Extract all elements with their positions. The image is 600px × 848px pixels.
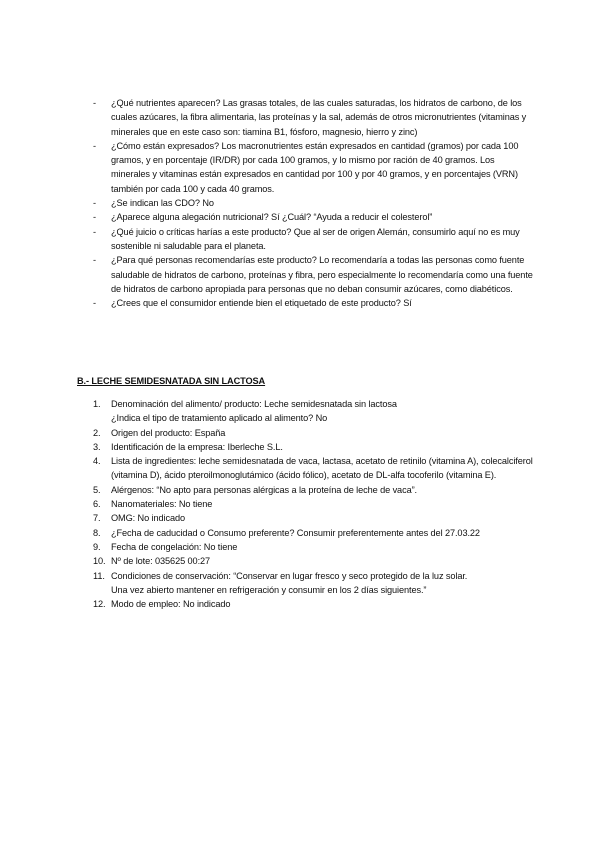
item-text: ¿Para qué personas recomendarías este producto? Lo recomendaría a todas las personas como fuente saludable de hidratos de carbono, proteínas y fibra, pero especialmente lo recomendaría como una fuente de hidratos de carbono apropiada para personas que no deban consumir azúcares, como diabéticos.	[111, 255, 533, 294]
item-text: ¿Se indican las CDO? No	[111, 198, 214, 209]
item-number: 3.	[93, 441, 101, 452]
list-item	[93, 196, 533, 210]
dash-bullet: -	[93, 140, 96, 151]
dash-bullet: -	[93, 226, 96, 237]
item-number: 4.	[93, 456, 101, 467]
list-item	[93, 296, 533, 310]
item-line: Nº de lote: 035625 00:27	[111, 556, 211, 567]
item-number: 1.	[93, 399, 101, 409]
item-line: OMG: No indicado	[111, 513, 185, 524]
item-number: 9.	[93, 541, 101, 552]
item-number: 11.	[93, 570, 105, 581]
item-line: Lista de ingredientes: leche semidesnatada de vaca, lactasa, acetato de retinilo (vitamina A), colecalciferol (vitamina D), ácido pteroilmonoglutámico (ácido fólico), acetato de DL-alfa tocoferilo (vitamina E).	[111, 456, 533, 481]
item-line: Modo de empleo: No indicado	[111, 599, 231, 610]
item-number: 7.	[93, 513, 101, 524]
item-number: 12.	[93, 599, 106, 610]
list-item	[93, 139, 533, 196]
dash-bullet: -	[93, 98, 96, 108]
item-text: ¿Qué nutrientes aparecen? Las grasas totales, de las cuales saturadas, los hidratos de carbono, de los cuales azúcares, la fibra alimentaria, las proteínas y la sal, además de otros micronutrientes (vitaminas y minerales que en este caso son: tiamina B1, fósforo, magnesio, hierro y zinc)	[111, 98, 527, 137]
item-line: Nanomateriales: No tiene	[111, 499, 213, 510]
dash-bullet: -	[93, 298, 96, 309]
item-line: Alérgenos: “No apto para personas alérgicas a la proteína de leche de vaca”.	[111, 484, 417, 495]
item-line: Denominación del alimento/ producto: Leche semidesnatada sin lactosa	[111, 399, 397, 409]
list-item	[93, 483, 543, 497]
item-text: ¿Crees que el consumidor entiende bien el etiquetado de este producto? Sí	[111, 298, 412, 309]
item-text: ¿Qué juicio o críticas harías a este producto? Que al ser de origen Alemán, consumirlo aquí no es muy sostenible ni saludable para el planeta.	[111, 226, 520, 251]
item-number: 5.	[93, 484, 101, 495]
section-heading: B.- LECHE SEMIDESNATADA SIN LACTOSA	[77, 376, 266, 386]
list-item	[93, 440, 543, 454]
question-list	[93, 96, 533, 310]
item-line: Fecha de congelación: No tiene	[111, 541, 238, 552]
item-text: ¿Cómo están expresados? Los macronutrientes están expresados en cantidad (gramos) por cada 100 gramos, y en porcentaje (IR/DR) por cada 100 gramos, y lo mismo por ración de 40 gramos. Los minerales y vitaminas están expresados en cantidad por 100 y por 40 gramos, y en porcentajes (VRN) también por cada 100 y cada 40 gramos.	[111, 140, 519, 194]
label-info-list	[93, 397, 543, 611]
list-item	[93, 225, 533, 254]
item-line: Condiciones de conservación: “Conservar en lugar fresco y seco protegido de la luz solar.	[111, 570, 468, 581]
list-item	[93, 454, 543, 483]
list-item	[93, 397, 543, 426]
list-item	[93, 426, 543, 440]
item-number: 6.	[93, 499, 101, 510]
item-number: 2.	[93, 427, 101, 438]
list-item	[93, 210, 533, 224]
list-item	[93, 511, 543, 525]
list-item	[93, 540, 543, 554]
item-line: Una vez abierto mantener en refrigeración y consumir en los 2 días siguientes.”	[111, 584, 427, 595]
list-item	[93, 253, 533, 296]
list-item	[93, 497, 543, 511]
item-line: ¿Fecha de caducidad o Consumo preferente? Consumir preferentemente antes del 27.03.22	[111, 527, 480, 538]
item-text: ¿Aparece alguna alegación nutricional? Sí ¿Cuál? “Ayuda a reducir el colesterol”	[111, 212, 433, 223]
list-item	[93, 597, 543, 611]
dash-bullet: -	[93, 212, 96, 223]
list-item	[93, 554, 543, 568]
list-item	[93, 569, 543, 598]
item-line: Origen del producto: España	[111, 427, 226, 438]
item-number: 8.	[93, 527, 101, 538]
item-line: Identificación de la empresa: Iberleche S.L.	[111, 441, 283, 452]
list-item	[93, 526, 543, 540]
list-item	[93, 96, 533, 139]
dash-bullet: -	[93, 198, 96, 209]
dash-bullet: -	[93, 255, 96, 266]
item-line: ¿Indica el tipo de tratamiento aplicado al alimento? No	[111, 413, 328, 424]
item-number: 10.	[93, 556, 106, 567]
